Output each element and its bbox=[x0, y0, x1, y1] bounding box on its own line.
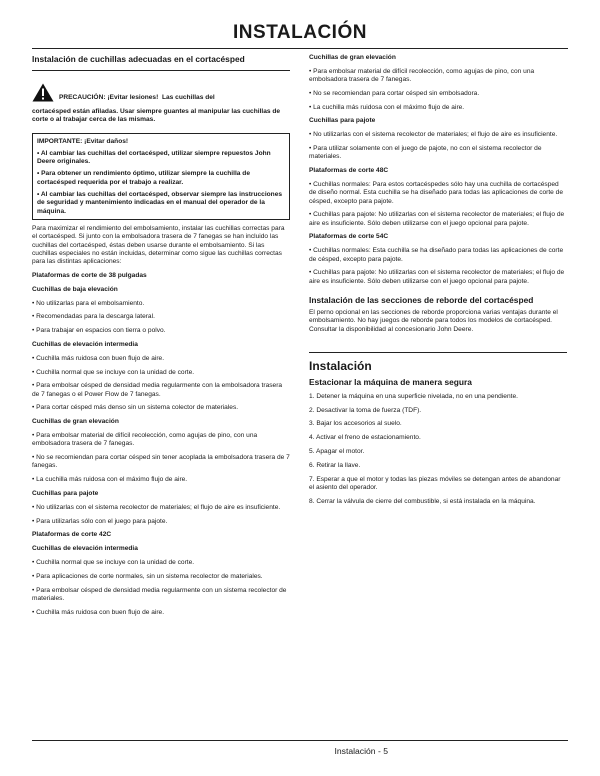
right-column bbox=[309, 54, 567, 512]
left-column bbox=[32, 54, 290, 622]
important-box bbox=[32, 133, 290, 220]
step-item: 6. Retirar la llave. bbox=[309, 461, 361, 469]
deck42-title: Plataformas de corte 42C bbox=[32, 531, 112, 539]
list-item: • La cuchilla más ruidosa con el máximo flujo de aire. bbox=[309, 103, 465, 111]
caution-label: PRECAUCIÓN: ¡Evitar lesiones! bbox=[59, 93, 159, 101]
list-item: • Para aplicaciones de corte normales, sin un sistema recolector de materiales. bbox=[32, 572, 263, 580]
step-item: 5. Apagar el motor. bbox=[309, 448, 365, 456]
intro-paragraph: Para maximizar el rendimiento del embolsamiento, instalar las cuchillas correctas para el cortacésped. Si junto con la embolsadora trasera de 7 fanegas se han incluido las cuchillas del cortacésped, éstas deben usarse durante el embolsamiento. Si las cuchillas especiales no están incluidas, determinar como sigue las cuchillas correctas para las distintas aplicaciones: bbox=[32, 224, 285, 266]
step-item: 3. Bajar los accesorios al suelo. bbox=[309, 420, 402, 428]
mid42-title: Cuchillas de elevación intermedia bbox=[32, 545, 138, 553]
mulch-title: Cuchillas para pajote bbox=[32, 490, 99, 497]
important-item: • Al cambiar las cuchillas del cortacésped, utilizar siempre repuestos John Deere originales. bbox=[37, 149, 271, 166]
important-item: • Para obtener un rendimiento óptimo, utilizar siempre la cuchilla de cortacésped requerida por el trabajo a realizar. bbox=[37, 170, 250, 186]
section-rule bbox=[32, 70, 290, 71]
step-item: 7. Esperar a que el motor y todas las piezas móviles se detengan antes de abandonar el asiento del operador. bbox=[309, 475, 561, 491]
list-item: • Cuchillas para pajote: No utilizarlas con el sistema recolector de materiales; el flujo de aire es insuficiente. Sólo deben utilizarse con el juego opcional para pajote. bbox=[309, 269, 565, 285]
list-item: • No utilizarlas con el sistema recolector de materiales; el flujo de aire es insuficiente. bbox=[32, 503, 281, 511]
footer-rule bbox=[32, 740, 568, 741]
list-item: • La cuchilla más ruidosa con el máximo flujo de aire. bbox=[32, 476, 188, 484]
list-item: • Cuchilla normal que se incluye con la unidad de corte. bbox=[32, 558, 195, 566]
install-heading: Instalación bbox=[309, 358, 372, 373]
important-title: IMPORTANTE: ¡Evitar daños! bbox=[37, 137, 129, 145]
page-footer: Instalación - 5 bbox=[334, 746, 388, 756]
list-item: • Cuchillas normales: Para estos cortacéspedes sólo hay una cuchilla de cortacésped de diseño normal. Esta cuchilla se ha diseñado para todas las aplicaciones de corte de césped, excepto para pajote. bbox=[309, 180, 564, 205]
step-item: 4. Activar el freno de estacionamiento. bbox=[309, 434, 421, 442]
mid-lift-title: Cuchillas de elevación intermedia bbox=[32, 340, 138, 348]
rebordes-heading: Instalación de las secciones de reborde del cortacésped bbox=[309, 294, 534, 305]
header-rule bbox=[32, 48, 568, 49]
list-item: • No utilizarlas para el embolsamiento. bbox=[32, 299, 145, 307]
section-rule bbox=[309, 352, 567, 353]
list-item: • Para trabajar en espacios con tierra o polvo. bbox=[32, 327, 166, 335]
list-item: • Para embolsar césped de densidad media regularmente con la embolsadora trasera de 7 fanegas o el Power Flow de 7 fanegas. bbox=[32, 382, 283, 398]
caution-text-b: cortacésped están afiladas. Usar siempre guantes al manipular las cuchillas de corte o al trabajar cerca de las mismas. bbox=[32, 108, 281, 124]
park-heading: Estacionar la máquina de manera segura bbox=[309, 376, 472, 387]
step-item: 8. Cerrar la válvula de cierre del combustible, si está instalada en la máquina. bbox=[309, 497, 536, 505]
list-item: • Para embolsar material de difícil recolección, como agujas de pino, con una embolsadora trasera de 7 fanegas. bbox=[32, 432, 258, 448]
list-item: • Para utilizarlas sólo con el juego para pajote. bbox=[32, 517, 168, 525]
deck54-title: Plataformas de corte 54C bbox=[309, 233, 389, 241]
caution-text-a: Las cuchillas del bbox=[161, 93, 215, 101]
list-item: • Para cortar césped más denso sin un sistema colector de materiales. bbox=[32, 404, 239, 412]
rebordes-paragraph: El perno opcional en las secciones de reborde proporciona varias ventajas durante el embolsamiento. No hay juegos de reborde para todos los modelos de cortacésped. Consultar la disponibilidad al concesionario John Deere. bbox=[309, 308, 558, 333]
high-lift-title: Cuchillas de gran elevación bbox=[309, 54, 396, 61]
step-item: 1. Detener la máquina en una superficie nivelada, no en una pendiente. bbox=[309, 392, 518, 400]
list-item: • Cuchilla normal que se incluye con la unidad de corte. bbox=[32, 368, 195, 376]
caution-block bbox=[32, 83, 290, 125]
list-item: • Para embolsar césped de densidad media regularmente con un sistema recolector de materiales. bbox=[32, 586, 287, 602]
section-heading-blades: Instalación de cuchillas adecuadas en el cortacésped bbox=[32, 54, 245, 64]
high-lift-title: Cuchillas de gran elevación bbox=[32, 418, 119, 426]
deck48-title: Plataformas de corte 48C bbox=[309, 167, 389, 175]
list-item: • No se recomiendan para cortar césped sin tener acoplada la embolsadora trasera de 7 fanegas. bbox=[32, 454, 290, 470]
deck38-title: Plataformas de corte de 38 pulgadas bbox=[32, 271, 147, 279]
list-item: • Para utilizar solamente con el juego de pajote, no con el sistema recolector de materiales. bbox=[309, 145, 542, 161]
list-item: • Cuchilla más ruidosa con buen flujo de aire. bbox=[32, 608, 165, 616]
list-item: • Cuchillas normales: Esta cuchilla se ha diseñado para todas las aplicaciones de corte de césped, excepto para pajote. bbox=[309, 247, 564, 263]
list-item: • Para embolsar material de difícil recolección, como agujas de pino, con una embolsadora trasera de 7 fanegas. bbox=[309, 67, 535, 84]
mulch-title: Cuchillas para pajote bbox=[309, 117, 376, 125]
page-title: INSTALACIÓN bbox=[233, 22, 367, 43]
important-item: • Al cambiar las cuchillas del cortacésped, observar siempre las instrucciones de seguridad y mantenimiento indicadas en el manual del operador de la máquina. bbox=[37, 191, 283, 215]
step-item: 2. Desactivar la toma de fuerza (TDF). bbox=[309, 406, 422, 414]
list-item: • Recomendadas para la descarga lateral. bbox=[32, 313, 155, 321]
warning-triangle-icon bbox=[32, 83, 54, 102]
list-item: • No utilizarlas con el sistema recolector de materiales; el flujo de aire es insuficiente. bbox=[309, 131, 558, 139]
list-item: • Cuchilla más ruidosa con buen flujo de aire. bbox=[32, 354, 165, 362]
list-item: • Cuchillas para pajote: No utilizarlas con el sistema recolector de materiales; el flujo de aire es insuficiente. Sólo deben utilizarse con el juego opcional para pajote. bbox=[309, 211, 565, 227]
list-item: • No se recomiendan para cortar césped sin embolsadora. bbox=[309, 89, 480, 97]
low-lift-title: Cuchillas de baja elevación bbox=[32, 285, 118, 293]
